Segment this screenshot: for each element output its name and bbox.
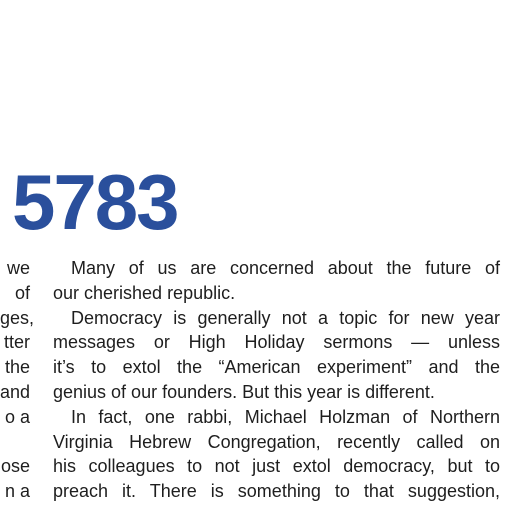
- paragraph-1-line: our cherished republic.: [53, 282, 236, 303]
- left-column-fragment: o a: [4, 406, 30, 427]
- left-column-fragment: ose: [0, 456, 30, 477]
- left-column-fragment: of: [14, 282, 30, 303]
- left-column-fragment: and: [0, 381, 31, 402]
- paragraph-3-line: In fact, one rabbi, Michael Holzman of Northern: [71, 406, 500, 427]
- left-column-fragment: tter: [3, 332, 30, 353]
- paragraph-2-line: genius of our founders. But this year is different.: [53, 381, 435, 402]
- article-body-column: [53, 256, 500, 504]
- left-column-fragment: we: [6, 258, 30, 278]
- left-column-fragment: n a: [4, 481, 30, 502]
- left-column-cropped-text: [0, 256, 35, 504]
- paragraph-3-line: Virginia Hebrew Congregation, recently called on: [53, 431, 500, 452]
- paragraph-1-line: Many of us are concerned about the future of: [71, 258, 500, 278]
- paragraph-2-line: messages or High Holiday sermons — unless: [53, 332, 500, 353]
- left-column-fragment: the: [4, 357, 30, 378]
- left-column-fragment: [0, 430, 30, 455]
- paragraph-2-line: it’s to extol the “American experiment” and the: [53, 357, 500, 378]
- paragraph-3-line: preach it. There is something to that suggestion,: [53, 481, 500, 502]
- paragraph-2-line: Democracy is generally not a topic for new year: [71, 307, 500, 328]
- article-heading-year: 5783: [12, 158, 178, 246]
- left-column-fragment: ges,: [0, 307, 35, 328]
- paragraph-3-line: his colleagues to not just extol democracy, but to: [53, 456, 500, 477]
